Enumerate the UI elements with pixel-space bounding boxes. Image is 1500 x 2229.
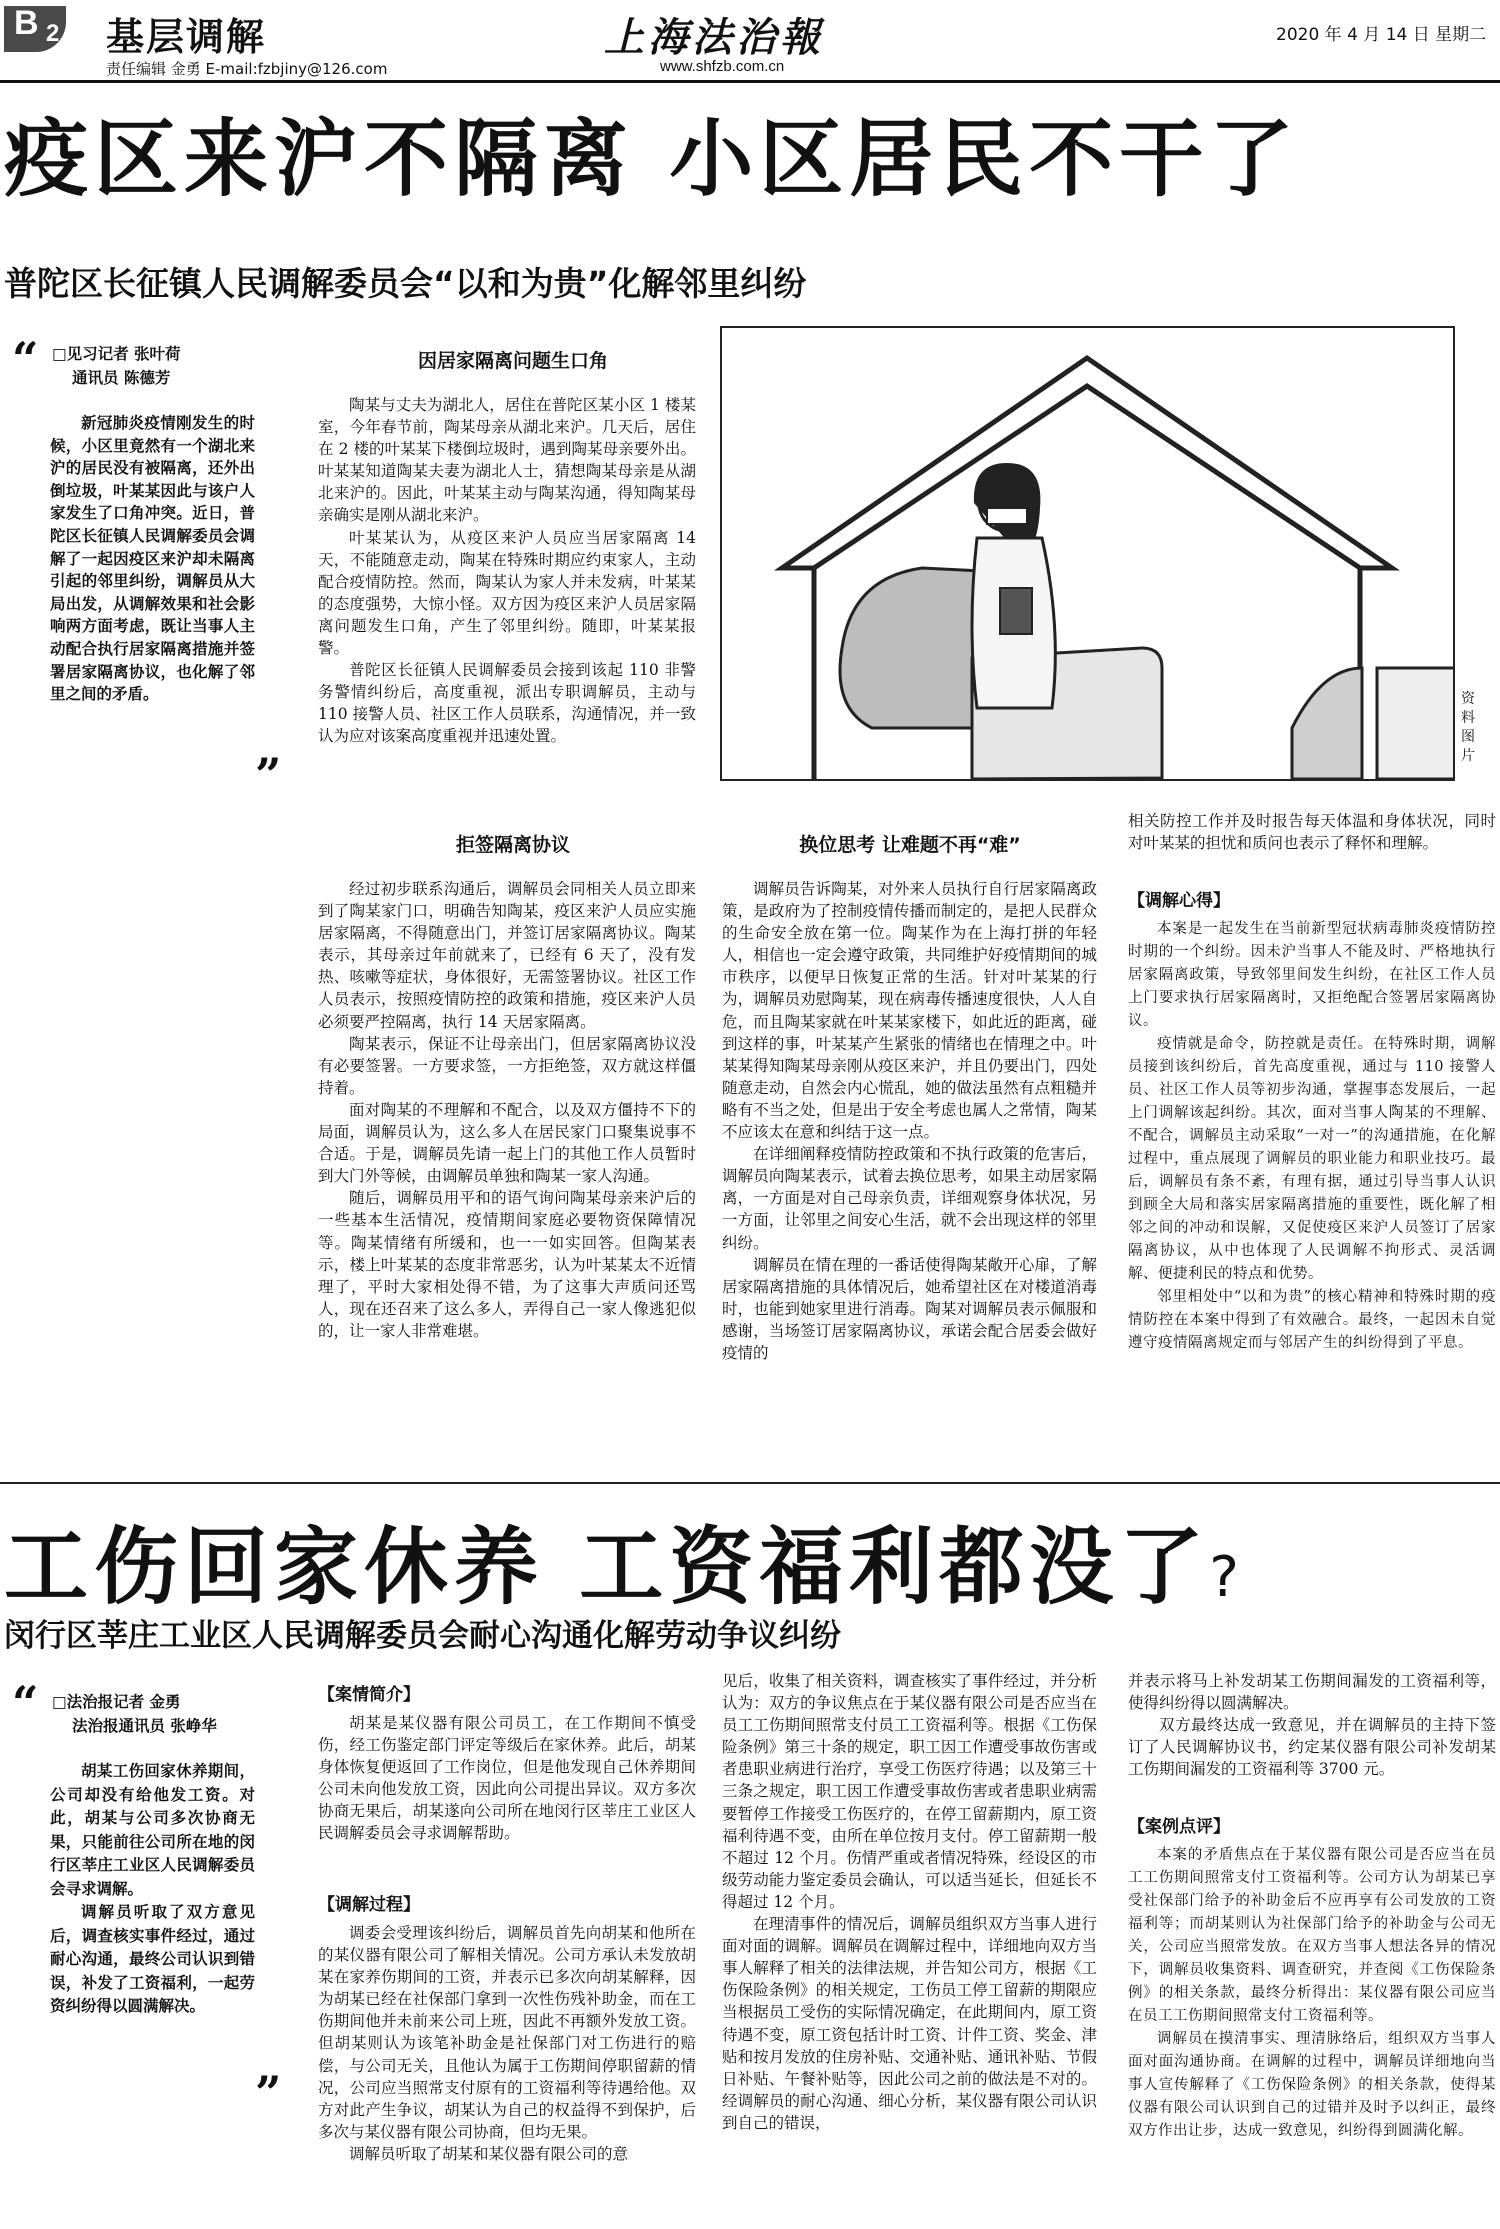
article2-column4 xyxy=(1128,1670,1496,1780)
lead-paragraph: 调解员听取了双方意见后，调查核实事件经过，通过耐心沟通，最终公司认识到错误，补发了工资福利，一起劳资纠纷得以圆满解决。 xyxy=(50,1903,255,2015)
paragraph: 邻里相处中“以和为贵”的核心精神和特殊时期的疫情防控在本案中得到了有效融合。最终，一起因未自觉遵守疫情隔离规定而与邻居产生的纠纷得到了平息。 xyxy=(1128,1289,1496,1351)
paragraph: 胡某是某仪器有限公司员工，在工作期间不慎受伤，经工伤鉴定部门评定等级后在家休养。此后，胡某身体恢复便返回了工作岗位，但是他发现自己休养期间公司未向他发放工资，因此向公司提出异议。双方多次协商无果后，胡某遂向公司所在地闵行区莘庄工业区人民调解委员会寻求调解帮助。 xyxy=(318,1714,696,1843)
paragraph: 并表示将马上补发胡某工伤期间漏发的工资福利等，使得纠纷得以圆满解决。 xyxy=(1128,1672,1496,1713)
image-credit: 资料图片 xyxy=(1461,691,1475,764)
article1-section3-title: 换位思考 让难题不再“难” xyxy=(799,834,1021,856)
paragraph: 陶某表示，保证不让母亲出门，但居家隔离协议没有必要签署。一方要求签，一方拒绝签，双方就这样僵持着。 xyxy=(318,1034,696,1097)
article1-section3-body xyxy=(722,878,1097,1364)
paragraph: 调解员听取了胡某和某仪器有限公司的意 xyxy=(349,2144,629,2163)
paragraph: 调解员告诉陶某，对外来人员执行自行居家隔离政策，是政府为了控制疫情传播而制定的，是把人民群众的生命安全放在第一位。陶某作为在上海打拼的年轻人，相信也一定会遵守政策，共同维护好疫情期间的城市秩序，以便早日恢复正常的生活。针对叶某某的行为，调解员劝慰陶某，现在病毒传播速度很快，人人自危，而且陶某家就在叶某某家楼下，如此近的距离，碰到这样的事，叶某某产生紧张的情绪也在情理之中。叶某某得知陶某母亲刚从疫区来沪，并且仍要出门，四处随意走动，自然会内心慌乱，她的做法虽然有点粗糙并略有不当之处，但是出于安全考虑也属人之常情，陶某不应该太在意和纠结于这一点。 xyxy=(722,880,1097,1142)
paragraph: 在详细阐释疫情防控政策和不执行政策的危害后，调解员向陶某表示，试着去换位思考，如果主动居家隔离，一方面是对自己母亲负责，详细观察身体状况，另一方面，让邻里之间安心生活，就不会出现这样的邻里纠纷。 xyxy=(722,1145,1097,1252)
article-divider xyxy=(0,1482,1500,1484)
paragraph: 在理清事件的情况后，调解员组织双方当事人进行面对面的调解。调解员在调解过程中，详细地向双方当事人解释了相关的法律法规，并告知公司方，根据《工伤保险条例》的相关规定，工伤员工停工留薪的期限应当根据员工受伤的实际情况确定，在此期间内，原工资待遇不变，原工资包括计时工资、计件工资、奖金、津贴和按月发放的住房补贴、交通补贴、通讯补贴、节假日补贴、午餐补贴等，因此公司之前的做法是不对的。经调解员的耐心沟通、细心分析，某仪器有限公司认识到自己的错误， xyxy=(722,1915,1097,2132)
section-title: 基层调解 xyxy=(106,15,267,59)
paragraph: 经过初步联系沟通后，调解员会同相关人员立即来到了陶某家门口，明确告知陶某，疫区来沪人员应实施居家隔离，不得随意出门，并签订居家隔离协议。陶某表示，其母亲过年前就来了，已经有 6 天了，没有发热、咳嗽等症状，身体很好，无需签署协议。社区工作人员表示，按照疫情防控的政策和措施，疫区来沪人员必须要严控隔离，执行 14 天居家隔离。 xyxy=(318,880,696,1031)
article2-lead xyxy=(50,1760,255,2019)
article1-section3-continued xyxy=(1128,810,1496,854)
open-quote-icon: “ xyxy=(12,1676,39,1730)
paragraph: 叶某某认为，从疫区来沪人员应当居家隔离 14 天，不能随意走动，陶某在特殊时期应约束家人，主动配合疫情防控。然而，陶某认为家人并未发病，叶某某的态度强势，大惊小怪。双方因为疫区来沪人员居家隔离问题发生口角，产生了邻里纠纷。随即，叶某某报警。 xyxy=(318,528,696,658)
page-badge-letter: B xyxy=(14,4,39,42)
article1-section2-title: 拒签隔离协议 xyxy=(455,834,570,856)
byline-correspondent: 法治报通讯员 张峥华 xyxy=(72,1717,217,1735)
close-quote-icon: ” xyxy=(255,2066,282,2120)
byline-reporter: □见习记者 张叶荷 xyxy=(52,345,181,363)
byline-reporter: □法治报记者 金勇 xyxy=(52,1693,181,1711)
article1-subheadline: 普陀区长征镇人民调解委员会“以和为贵”化解邻里纠纷 xyxy=(4,264,807,303)
quarantine-illustration xyxy=(722,328,1453,779)
paragraph: 疫情就是命令，防控就是责任。在特殊时期，调解员接到该纠纷后，首先高度重视，通过与 110 接警人员、社区工作人员等初步沟通，掌握事态发展后，一起上门调解该起纠纷。其次，面对当事人陶某的不理解、不配合，调解员主动采取“一对一”的沟通措施，在化解过程中，重点展现了调解员的职业能力和职业技巧。最后，调解员有条不紊，有理有据，通过引导当事人认识到顾全大局和落实居家隔离措施的重要性，既化解了相邻之间的冲动和误解，又促使疫区来沪人员签订了居家隔离协议，从中也体现了人民调解不拘形式、灵活调解、便捷利民的特点和优势。 xyxy=(1128,1036,1496,1282)
article2-review-body xyxy=(1128,1844,1496,2143)
paragraph: 调解员在情在理的一番话使得陶某敞开心扉，了解居家隔离措施的具体情况后，她希望社区在对楼道消毒时，也能到她家里进行消毒。陶某对调解员表示佩服和感谢，当场签订居家隔离协议，承诺会配合居委会做好疫情的 xyxy=(722,1255,1097,1362)
article2-process-title: 【调解过程】 xyxy=(318,1895,420,1915)
newspaper-url: www.shfzb.com.cn xyxy=(660,58,785,75)
paragraph: 调委会受理该纠纷后，调解员首先向胡某和他所在的某仪器有限公司了解相关情况。公司方承认未发放胡某在家养伤期间的工资，并表示已多次向胡某解释，因为胡某已经在社保部门拿到一次性伤残补助金，而在工伤期间他并未前来公司上班，因此不再额外发放工资。但胡某则认为该笔补助金是社保部门对工伤进行的赔偿，与公司无关，且他认为属于工伤期间停职留薪的情况，公司应当照常支付原有的工资福利等待遇给他。双方对此产生争议，胡某认为自己的权益得不到保护，后多次与某仪器有限公司协商，但均无果。 xyxy=(318,1924,696,2141)
editor-line: 责任编辑 金勇 E-mail:fzbjiny@126.com xyxy=(106,60,388,78)
newspaper-logo: 上海法治報 xyxy=(604,14,824,61)
paragraph: 面对陶某的不理解和不配合，以及双方僵持不下的局面，调解员认为，这么多人在居民家门口聚集说事不合适。于是，调解员先请一起上门的其他工作人员暂时到大门外等候，由调解员单独和陶某一家人沟通。 xyxy=(318,1100,696,1186)
article1-byline xyxy=(52,342,202,390)
masthead-rule xyxy=(0,80,1500,83)
paragraph: 见后，收集了相关资料，调查核实了事件经过，并分析认为：双方的争议焦点在于某仪器有限公司是否应当在员工工伤期间照常支付员工工资福利等。根据《工伤保险条例》第三十条的规定，职工因工作遭受事故伤害或者患职业病进行治疗，享受工伤医疗待遇；以及第三十三条之规定，职工因工作遭受事故伤害或者患职业病需要暂停工作接受工伤医疗的，在停工留薪期内，原工资福利待遇不变，由所在单位按月支付。停工留薪期一般不超过 12 个月。伤情严重或者情况特殊，经设区的市级劳动能力鉴定委员会确认，可以适当延长，但延长不得超过 12 个月。 xyxy=(722,1672,1097,1911)
article1-comment-body xyxy=(1128,918,1496,1355)
publication-date: 2020 年 4 月 14 日 星期二 xyxy=(1276,25,1487,45)
article2-review-title: 【案例点评】 xyxy=(1128,1817,1230,1837)
byline-correspondent: 通讯员 陈德芳 xyxy=(72,369,171,387)
article2-headline xyxy=(4,1500,1245,1621)
article2-column3 xyxy=(722,1670,1097,2134)
paragraph: 陶某与丈夫为湖北人，居住在普陀区某小区 1 楼某室，今年春节前，陶某母亲从湖北来沪。几天后，居住在 2 楼的叶某某下楼倒垃圾时，遇到陶某母亲要外出。叶某某知道陶某夫妻为湖北人士，猜想陶某母亲是从湖北来沪的。因此，叶某某主动与陶某沟通，得知陶某母亲确实是刚从湖北来沪。 xyxy=(318,396,696,525)
open-quote-icon: “ xyxy=(12,332,39,386)
article2-subheadline: 闵行区莘庄工业区人民调解委员会耐心沟通化解劳动争议纠纷 xyxy=(4,1618,841,1654)
article1-section1-title: 因居家隔离问题生口角 xyxy=(417,350,608,372)
article1-lead xyxy=(50,412,255,706)
paragraph: 双方最终达成一致意见，并在调解员的主持下签订了人民调解协议书，约定某仪器有限公司补发胡某工伤期间漏发的工资福利等 3700 元。 xyxy=(1128,1716,1496,1779)
illustration-frame xyxy=(720,326,1455,781)
paragraph: 调解员在摸清事实、理清脉络后，组织双方当事人面对面沟通协商。在调解的过程中，调解员详细地向当事人宣传解释了《工伤保险条例》的相关条款，使得某仪器有限公司认识到自己的过错并及时予以纠正，最终双方作出让步，达成一致意见，纠纷得到圆满化解。 xyxy=(1128,2031,1496,2139)
question-mark: ? xyxy=(1209,1545,1245,1610)
headline-text: 工伤回家休养 工资福利都没了 xyxy=(4,1518,1210,1616)
article1-headline: 疫区来沪不隔离 小区居民不干了 xyxy=(4,110,1300,208)
article2-process-body xyxy=(318,1922,696,2165)
page-badge-number: 2 xyxy=(46,20,60,47)
lead-paragraph: 胡某工伤回家休养期间，公司却没有给他发工资。对此，胡某与公司多次协商无果，只能前往公司所在地的闵行区莘庄工业区人民调解委员会寻求调解。 xyxy=(50,1762,255,1898)
paragraph: 相关防控工作并及时报告每天体温和身体状况，同时对叶某某的担忧和质问也表示了释怀和理解。 xyxy=(1128,812,1496,853)
article1-section2-body xyxy=(318,878,696,1342)
lead-paragraph: 新冠肺炎疫情刚发生的时候，小区里竟然有一个湖北来沪的居民没有被隔离，还外出倒垃圾，叶某某因此与该户人家发生了口角冲突。近日，普陀区长征镇人民调解委员会调解了一起因疫区来沪却未隔离引起的邻里纠纷，调解员从大局出发，从调解效果和社会影响两方面考虑，既让当事人主动配合执行居家隔离措施并签署居家隔离协议，也化解了邻里之间的矛盾。 xyxy=(50,414,255,704)
paragraph: 本案是一起发生在当前新型冠状病毒肺炎疫情防控时期的一个纠纷。因未沪当事人不能及时、严格地执行居家隔离政策，导致邻里间发生纠纷，在社区工作人员上门要求执行居家隔离时，又拒绝配合签署居家隔离协议。 xyxy=(1128,921,1496,1029)
article2-byline xyxy=(52,1690,252,1738)
article1-comment-title: 【调解心得】 xyxy=(1128,891,1230,911)
article2-case-title: 【案情简介】 xyxy=(318,1685,420,1705)
article2-case-body xyxy=(318,1712,696,1845)
paragraph: 本案的矛盾焦点在于某仪器有限公司是否应当在员工工伤期间照常支付工资福利等。公司方认为胡某已享受社保部门给予的补助金后不应再享有公司发放的工资福利等；而胡某则认为社保部门给予的补助金与公司无关，公司应当照常发放。在双方当事人想法各异的情况下，调解员收集资料、调查研究，并查阅《工伤保险条例》的相关条款，最终分析得出：某仪器有限公司应当在员工工伤期间照常支付工资福利等。 xyxy=(1128,1847,1496,2024)
article1-section1-body xyxy=(318,394,696,748)
paragraph: 随后，调解员用平和的语气询问陶某母亲来沪后的一些基本生活情况，疫情期间家庭必要物资保障情况等。陶某情绪有所缓和，也一一如实回答。但陶某表示，楼上叶某某的态度非常恶劣，认为叶某某太不近情理了，平时大家相处得不错，为了这事大声质问还骂人，现在还召来了这么多人，弄得自己一家人像逃犯似的，让一家人非常难堪。 xyxy=(318,1189,696,1340)
close-quote-icon: ” xyxy=(255,748,282,802)
paragraph: 普陀区长征镇人民调解委员会接到该起 110 非警务警情纠纷后，高度重视，派出专职调解员，主动与 110 接警人员、社区工作人员联系，沟通情况，并一致认为应对该案高度重视并迅速处置。 xyxy=(318,661,696,746)
